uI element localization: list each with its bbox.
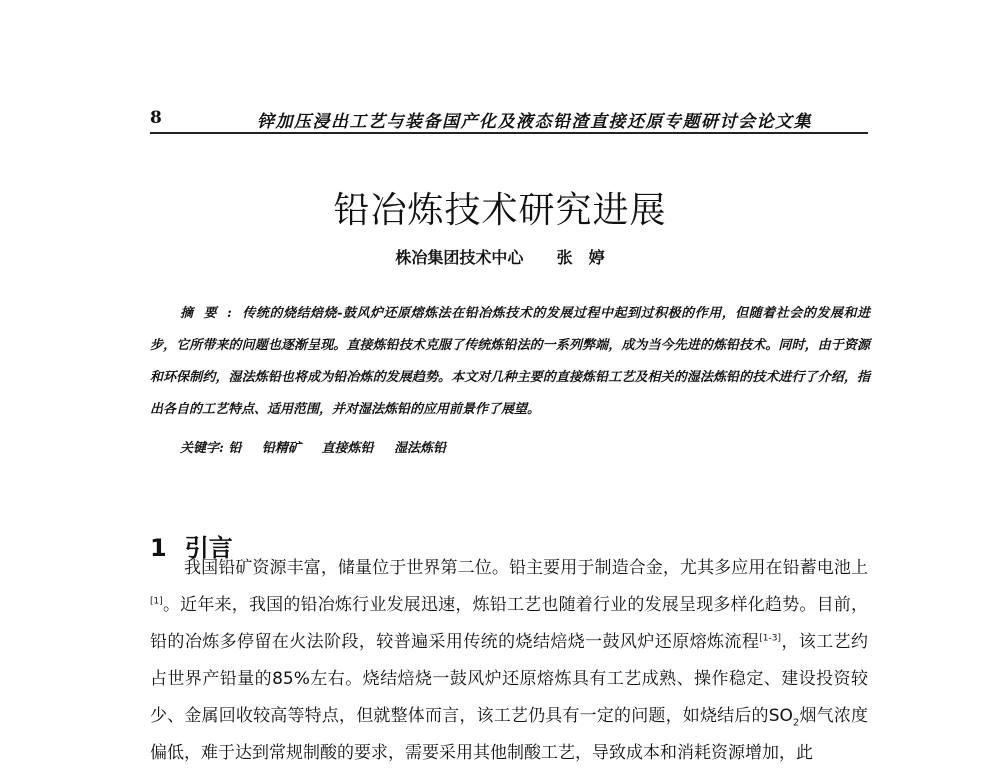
page-number: 8 [150,108,162,128]
abstract-text: 传统的烧结焙烧-鼓风炉还原熔炼法在铅冶炼技术的发展过程中起到过积极的作用，但随着社会的发展和进步，它所带来的问题也逐渐呈现。直接炼铅技术克服了传统炼铅法的一系列弊端，成为当今先进的炼铅技术。同时，由于资源和环保制约，湿法炼铅也将成为铅冶炼的发展趋势。本文对几种主要的直接炼铅工艺及相关的湿法炼铅的技术进行了介绍，指出各自的工艺特点、适用范围，并对湿法炼铅的应用前景作了展望。 [150,306,870,417]
running-header [150,104,868,134]
section-title: 引言 [184,533,233,562]
author-line [0,245,1000,268]
affiliation: 株冶集团技术中心 [395,248,524,267]
keywords-label: 关键字: [180,441,224,456]
citation-ref[interactable]: [1-3] [759,633,781,644]
author-name: 张 婷 [556,248,605,267]
keyword: 铅 [228,441,242,456]
body-text [150,550,868,772]
keyword: 铅精矿 [261,441,301,456]
abstract-label: 摘要: [180,306,242,321]
keywords [180,437,462,456]
paper-title: 铅冶炼技术研究进展 [333,190,667,232]
abstract [150,298,870,426]
keyword: 直接炼铅 [321,441,374,456]
keyword: 湿法炼铅 [393,441,446,456]
section-number: 1 [150,533,167,562]
paragraph: 我国铅矿资源丰富，储量位于世界第二位。铅主要用于制造合金，尤其多应用在铅蓄电池上[1]。近年来，我国的铅冶炼行业发展迅速，炼铅工艺也随着行业的发展呈现多样化趋势。目前，铅的冶炼多停留在火法阶段，较普遍采用传统的烧结焙烧一鼓风炉还原熔炼流程[1-3]，该工艺约占世界产铅量的85%左右。烧结焙烧一鼓风炉还原熔炼具有工艺成熟、操作稳定、建设投资较少、金属回收较高等特点，但就整体而言，该工艺仍具有一定的问题，如烧结后的$SO_2$烟气浓度偏低，难于达到常规制酸的要求，需要采用其他制酸工艺，导致成本和消耗资源增加，此 [150,558,869,763]
citation-ref[interactable]: [1] [150,596,163,607]
journal-title: 锌加压浸出工艺与装备国产化及液态铅渣直接还原专题研讨会论文集 [257,112,812,132]
